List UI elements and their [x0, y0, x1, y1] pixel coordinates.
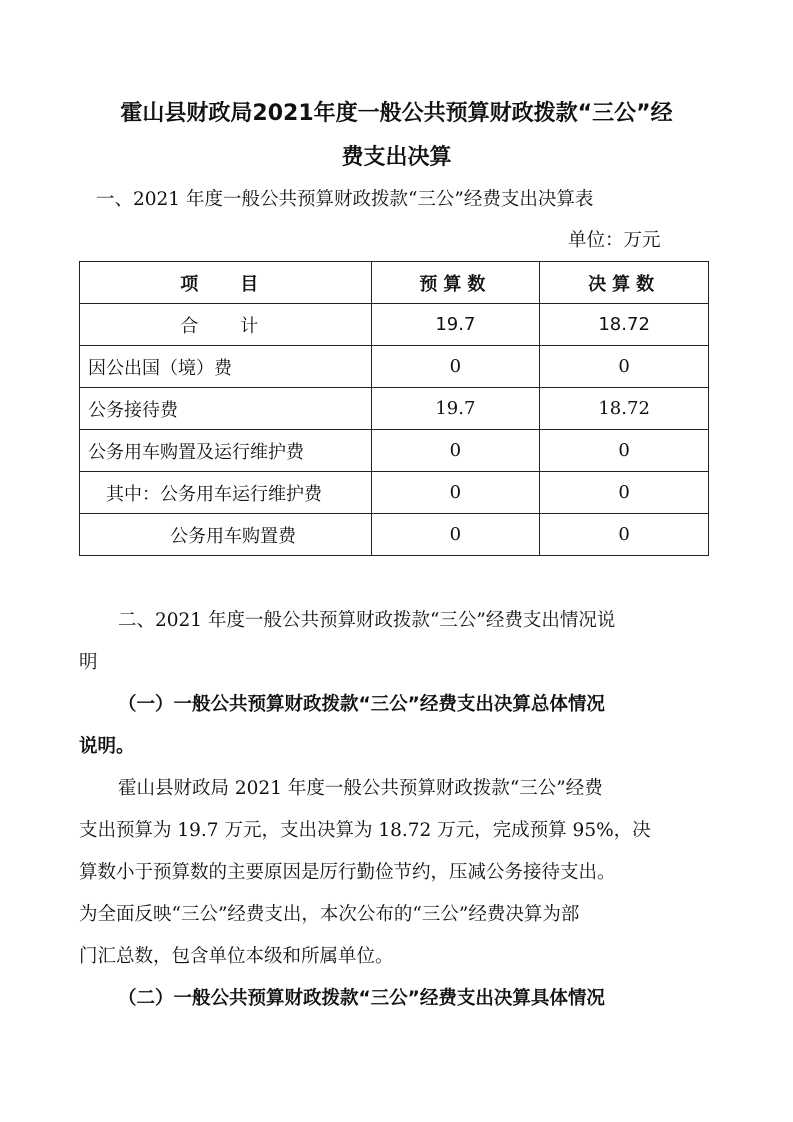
row-actual: 18.72 [540, 304, 709, 346]
header-actual: 决算数 [540, 262, 709, 304]
three-public-expense-table [79, 261, 709, 556]
row-item: 因公出国（境）费 [80, 346, 372, 388]
document-title-line1: 霍山县财政局2021年度一般公共预算财政拨款“三公”经 [120, 101, 673, 126]
row-budget: 0 [371, 514, 540, 556]
table-row [80, 388, 709, 430]
paragraph-line: 算数小于预算数的主要原因是厉行勤俭节约，压减公务接待支出。 [79, 862, 616, 883]
header-budget: 预算数 [371, 262, 540, 304]
row-actual: 18.72 [540, 388, 709, 430]
table-row [80, 472, 709, 514]
row-budget: 19.7 [371, 388, 540, 430]
table-row-total [80, 304, 709, 346]
unit-label: 单位：万元 [568, 230, 661, 251]
section1-heading: 一、2021 年度一般公共预算财政拨款“三公”经费支出决算表 [96, 189, 594, 210]
row-item: 公务用车购置费 [80, 514, 372, 556]
paragraph-line: 为全面反映“三公”经费支出，本次公布的“三公”经费决算为部 [79, 904, 580, 925]
document-title-line2: 费支出决算 [341, 145, 452, 170]
subsection1-heading-line1: （一）一般公共预算财政拨款“三公”经费支出决算总体情况 [118, 694, 605, 715]
row-budget: 0 [371, 346, 540, 388]
paragraph-line: 门汇总数，包含单位本级和所属单位。 [79, 946, 394, 967]
row-budget: 19.7 [371, 304, 540, 346]
table-row [80, 430, 709, 472]
subsection1-heading-line2: 说明。 [79, 736, 135, 757]
row-item: 其中：公务用车运行维护费 [80, 472, 372, 514]
row-actual: 0 [540, 514, 709, 556]
row-budget: 0 [371, 472, 540, 514]
table-header-row [80, 262, 709, 304]
row-actual: 0 [540, 346, 709, 388]
table-row [80, 514, 709, 556]
section2-heading-line2: 明 [79, 652, 98, 673]
row-actual: 0 [540, 472, 709, 514]
paragraph-line: 霍山县财政局 2021 年度一般公共预算财政拨款“三公”经费 [118, 778, 603, 799]
document-title [60, 92, 733, 180]
header-item: 项 目 [80, 262, 372, 304]
section2-heading-line1: 二、2021 年度一般公共预算财政拨款“三公”经费支出情况说 [118, 610, 616, 631]
table-row [80, 346, 709, 388]
row-item: 公务用车购置及运行维护费 [80, 430, 372, 472]
row-item: 合 计 [80, 304, 372, 346]
row-item: 公务接待费 [80, 388, 372, 430]
row-actual: 0 [540, 430, 709, 472]
subsection2-heading: （二）一般公共预算财政拨款“三公”经费支出决算具体情况 [118, 988, 605, 1009]
paragraph-line: 支出预算为 19.7 万元，支出决算为 18.72 万元，完成预算 95%，决 [79, 820, 651, 841]
row-budget: 0 [371, 430, 540, 472]
